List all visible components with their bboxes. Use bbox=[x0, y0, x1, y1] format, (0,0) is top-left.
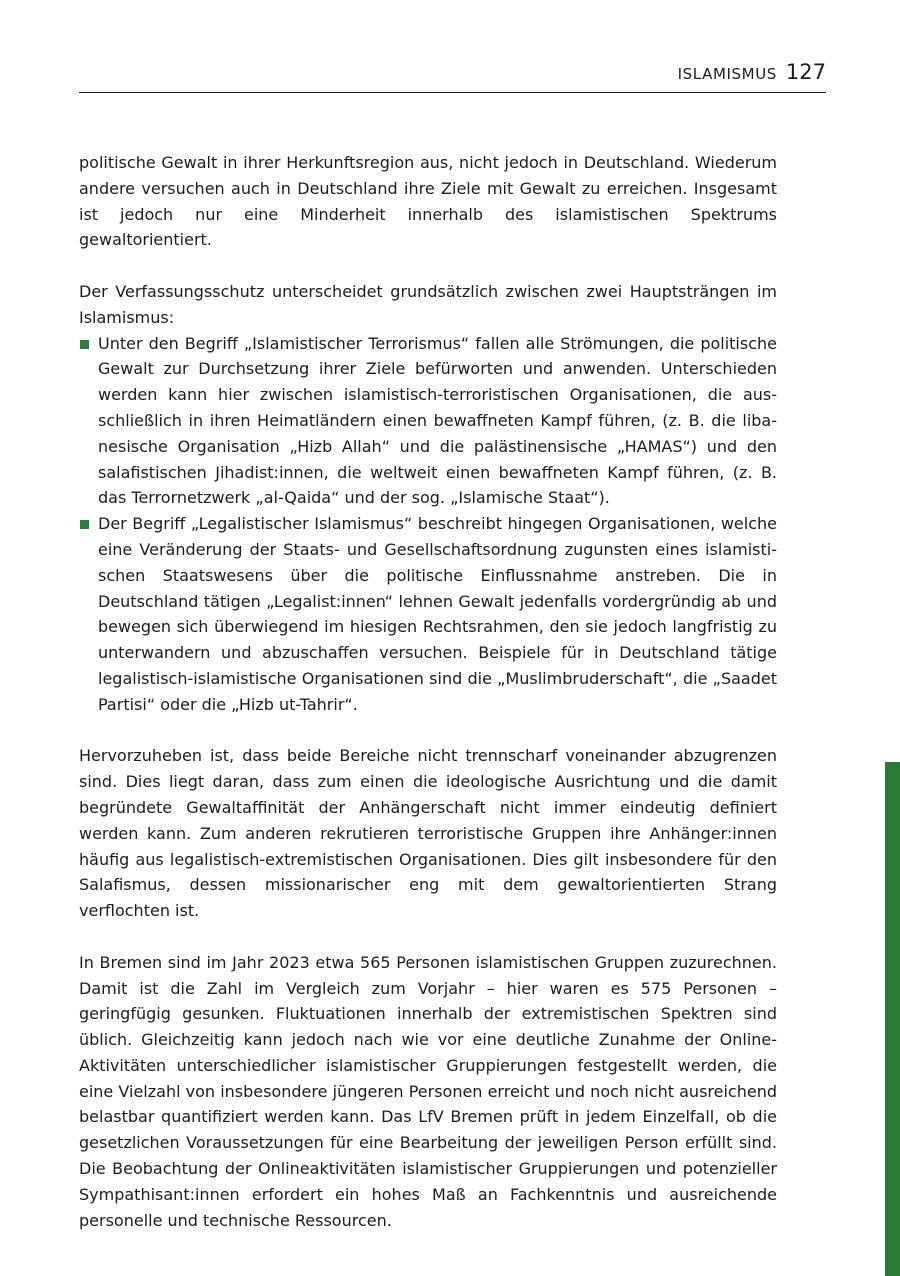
paragraph-gap bbox=[79, 253, 777, 279]
body-text bbox=[79, 150, 777, 1233]
page-number: 127 bbox=[785, 60, 826, 84]
bullet-list bbox=[79, 331, 777, 718]
paragraph-bremen-figures: In Bremen sind im Jahr 2023 etwa 565 Personen islamistischen Gruppen zuzurechnen. Damit ist die Zahl im Vergleich zum Vorjahr – hier waren es 575 Personen – geringfügig gesunken. Fluktuationen innerhalb der extremistischen Spektren sind üblich. Gleichzeitig kann jedoch nach wie vor eine deutliche Zunahme der Online-Aktivitäten unterschiedlicher islamistischer Gruppierungen festgestellt werden, die eine Vielzahl von insbesondere jüngeren Personen erreicht und noch nicht ausreichend belastbar quantifiziert werden kann. Das LfV Bremen prüft in jedem Einzelfall, ob die gesetzlichen Voraussetzungen für eine Bearbeitung der jeweiligen Person erfüllt sind. Die Beobachtung der Onlineaktivitäten islamistischer Gruppierungen und potenzieller Sympathisant:innen erfordert ein hohes Maß an Fachkenntnis und ausreichende personelle und technische Ressourcen. bbox=[79, 952, 777, 1230]
paragraph-intro: politische Gewalt in ihrer Herkunftsregion aus, nicht jedoch in Deutschland. Wiederum andere versuchen auch in Deutschland ihre Ziele mit Gewalt zu erreichen. Insgesamt ist jedoch nur eine Minderheit innerhalb des islamistischen Spektrums gewaltorientiert. bbox=[79, 153, 777, 250]
paragraph-gap bbox=[79, 924, 777, 950]
paragraph-main-strands: Der Verfassungsschutz unterscheidet grundsätzlich zwischen zwei Hauptsträngen im Islamismus: bbox=[79, 281, 777, 327]
list-item-text: Der Begriff „Legalistischer Islamismus“ beschreibt hingegen Organisationen, welche eine Veränderung der Staats- und Gesellschaftsordnung zugunsten eines islamistischen Staatswesens über die politische Einflussnahme anstreben. Die in Deutschland tätigen „Legalist:innen“ lehnen Gewalt jedenfalls vordergründig ab und bewegen sich überwiegend im hiesigen Rechtsrahmen, den sie jedoch langfristig zu unterwandern und abzuschaffen versuchen. Beispiele für in Deutschland tätige legalistisch-islamistische Organisationen sind die „Muslimbruderschaft“, die „Saadet Partisi“ oder die „Hizb ut-Tahrir“. bbox=[98, 514, 777, 714]
square-bullet-icon bbox=[80, 340, 89, 349]
chapter-marker-bar bbox=[885, 762, 900, 1276]
header-right bbox=[678, 60, 826, 84]
list-item bbox=[79, 331, 777, 512]
paragraph-delimitation: Hervorzuheben ist, dass beide Bereiche nicht trennscharf voneinander abzugrenzen sind. Dies liegt daran, dass zum einen die ideologische Ausrichtung und die damit begründete Gewaltaffinität der Anhängerschaft nicht immer eindeutig definiert werden kann. Zum anderen rekrutieren terroristische Gruppen ihre Anhänger:innen häufig aus legalistisch-extremistischen Organisationen. Dies gilt insbesondere für den Salafismus, dessen missionarischer eng mit dem gewaltorientierten Strang verflochten ist. bbox=[79, 746, 777, 921]
square-bullet-icon bbox=[80, 520, 89, 529]
list-item bbox=[79, 511, 777, 717]
paragraph-gap bbox=[79, 718, 777, 744]
list-item-text: Unter den Begriff „Islamistischer Terrorismus“ fallen alle Strömungen, die politische Gewalt zur Durchsetzung ihrer Ziele befürworten und anwenden. Unterschieden werden kann hier zwischen islamistisch-terroristischen Organisationen, die ausschließlich in ihren Heimatländern einen bewaffneten Kampf führen, (z. B. die libanesische Organisation „Hizb Allah“ und die palästinensische „HAMAS“) und den salafistischen Jihadist:innen, die weltweit einen bewaffneten Kampf führen, (z. B. das Terrornetzwerk „al-Qaida“ und der sog. „Islamische Staat“). bbox=[98, 333, 777, 508]
section-title: ISLAMISMUS bbox=[677, 65, 777, 83]
page-header bbox=[79, 56, 826, 93]
